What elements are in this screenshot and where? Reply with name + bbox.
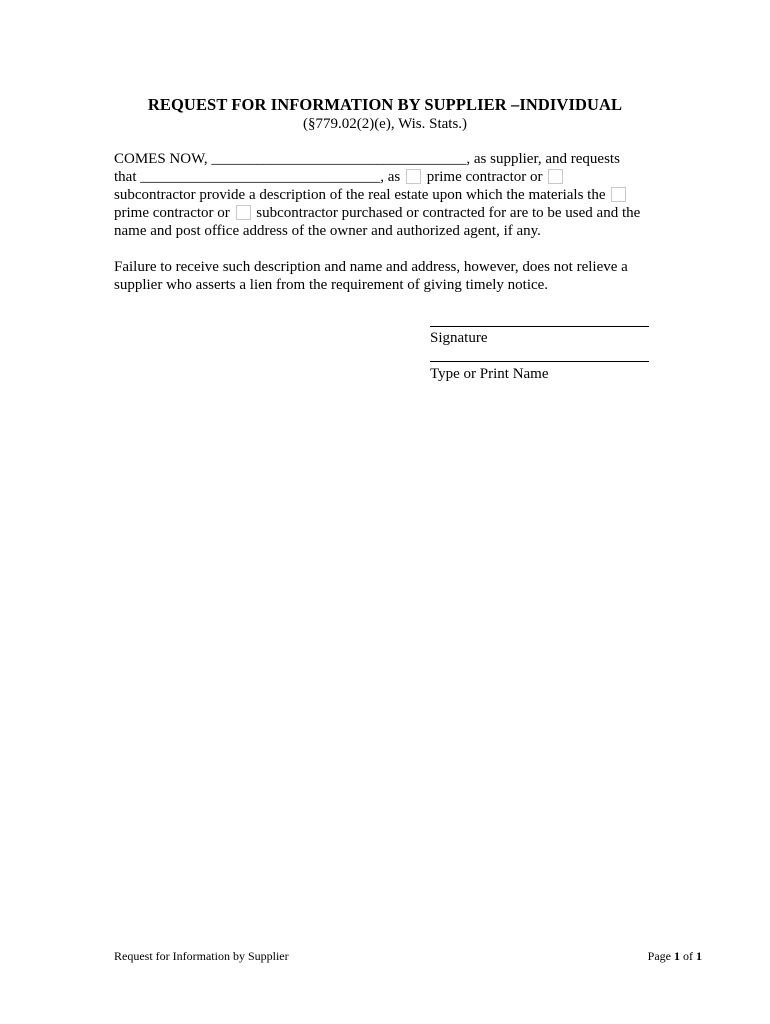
prime-contractor-or-text: prime contractor or [423, 169, 547, 185]
subcontractor-purchased-text: subcontractor purchased or contracted for are to be used and the [252, 205, 641, 221]
comes-now-text: COMES NOW, [114, 151, 208, 167]
paragraph-line [114, 204, 674, 222]
footer-page-number: Page 1 of 1 [647, 949, 702, 963]
description-text: subcontractor provide a description of the real estate upon which the materials the [114, 187, 610, 203]
paragraph-line: Failure to receive such description and name and address, however, does not relieve a [114, 259, 628, 275]
footer-document-name: Request for Information by Supplier [114, 949, 289, 963]
paragraph-line: supplier who asserts a lien from the requirement of giving timely notice. [114, 277, 549, 293]
signature-line[interactable] [430, 326, 649, 327]
prime-contractor-checkbox[interactable] [406, 169, 421, 184]
materials-subcontractor-checkbox[interactable] [236, 205, 251, 220]
prime-contractor-or-text-2: prime contractor or [114, 205, 234, 221]
paragraph-line [114, 222, 674, 240]
print-name-label: Type or Print Name [430, 366, 549, 382]
document-title: REQUEST FOR INFORMATION BY SUPPLIER –INDIVIDUAL [147, 95, 623, 114]
current-page: 1 [674, 949, 680, 963]
contractor-name-blank[interactable]: ________________________________ [140, 169, 381, 185]
paragraph-line [114, 186, 674, 204]
statute-citation: (§779.02(2)(e), Wis. Stats.) [302, 116, 468, 132]
signature-label: Signature [430, 330, 488, 346]
paragraph-line [114, 168, 674, 186]
materials-prime-contractor-checkbox[interactable] [611, 187, 626, 202]
request-paragraph [114, 150, 674, 240]
owner-address-text: name and post office address of the owner and authorized agent, if any. [114, 223, 541, 239]
total-pages: 1 [696, 949, 702, 963]
paragraph-line [114, 150, 674, 168]
as-supplier-text: , as supplier, and requests [466, 151, 620, 167]
supplier-name-blank[interactable]: __________________________________ [207, 151, 467, 167]
that-text: that [114, 169, 141, 185]
print-name-line[interactable] [430, 361, 649, 362]
notice-paragraph [114, 258, 674, 294]
subcontractor-checkbox[interactable] [548, 169, 563, 184]
as-text: , as [380, 169, 404, 185]
